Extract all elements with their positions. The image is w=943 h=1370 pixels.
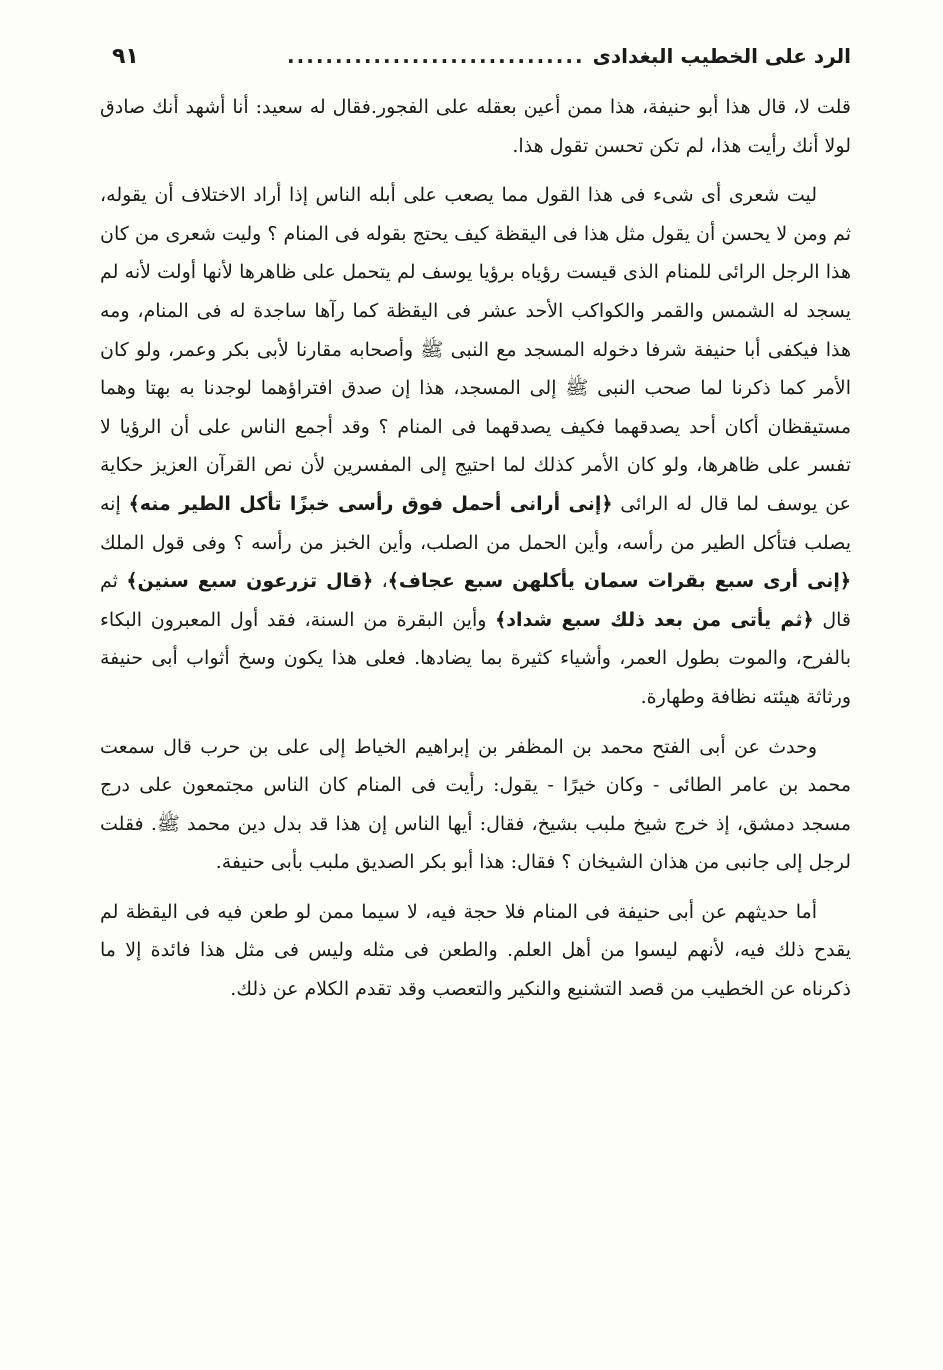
running-header	[112, 36, 851, 76]
paragraph-gap	[100, 165, 851, 176]
quran-quote: ﴿إنى أرانى أحمل فوق رأسى خبزًا تأكل الطير منه﴾	[128, 492, 613, 515]
page-number: ٩١	[112, 43, 139, 69]
text-segment: وحدث عن أبى الفتح محمد بن المظفر بن إبراهيم الخياط إلى على بن حرب قال سمعت محمد بن عامر الطائى - وكان خيرًا - يقول: رأيت فى المنام كان الناس مجتمعون على درج مسجد دمشق، إذ خرج شيخ ملبب بشيخ، فقال: أيها الناس إن هذا قد بدل دين محمد ﷺ. فقلت لرجل إلى جانبى من هذان الشيخان ؟ فقال: هذا أبو بكر الصديق ملبب بأبى حنيفة.	[100, 735, 851, 874]
paragraph-4	[100, 893, 851, 1009]
body-text	[100, 88, 851, 1009]
text-segment: أما حديثهم عن أبى حنيفة فى المنام فلا حجة فيه، لا سيما ممن لو طعن فيه فى اليقظة لم يقدح ذلك فيه، لأنهم ليسوا من أهل العلم. والطعن فى مثله وليس فى مثل هذا فائدة إلا ما ذكرناه عن الخطيب من قصد التشنيع والنكير والتعصب وقد تقدم الكلام عن ذلك.	[100, 900, 851, 1001]
text-segment: ثم قال	[100, 570, 852, 631]
paragraph-2	[100, 176, 851, 716]
quran-quote: ﴿ثم يأتى من بعد ذلك سبع شداد﴾	[495, 608, 814, 631]
leader-dots: ...............................	[287, 44, 585, 68]
running-title: الرد على الخطيب البغدادى	[592, 44, 851, 68]
text-segment: إنه يصلب فتأكل الطير من رأسه، وأين الحمل من الصلب، وأين الخبز من رأسه ؟ وفى قول الملك	[100, 492, 851, 554]
paragraph-gap	[100, 717, 851, 728]
text-segment: ليت شعرى أى شىء فى هذا القول مما يصعب على أبله الناس إذا أراد الاختلاف أن يقوله، ثم ومن لا يحسن أن يقول مثل هذا فى اليقظة كيف يحتج بقوله فى المنام ؟ وليت شعرى من كان هذا الرجل الرائى للمنام الذى قيست رؤياه برؤيا يوسف لم يتحمل على ظاهرها لأنها أولت لأنه لم يسجد له الشمس والقمر والكواكب الأحد عشر فى اليقظة كما رآها ساجدة له فى المنام، ومه هذا فيكفى أبا حنيفة شرفا دخوله المسجد مع النبى ﷺ وأصحابه مقارنا لأبى بكر وعمر، ولو كان الأمر كما ذكرنا لما صحب النبى ﷺ إلى المسجد، هذا إن صدق افتراؤهما لوجدنا به بهتا وهما مستيقظان أكان أحد يصدقهما فكيف يصدقهما فى المنام ؟ وقد أجمع الناس على أن الرؤيا لا تفسر على ظاهرها، ولو كان الأمر كذلك لما احتيج إلى المفسرين لأن نص القرآن العزيز حكاية عن يوسف لما قال له الرائى	[100, 184, 851, 515]
quran-quote: ﴿قال تزرعون سبع سنين﴾	[126, 570, 374, 593]
paragraph-3	[100, 728, 851, 882]
text-segment: قلت لا، قال هذا أبو حنيفة، هذا ممن أعين بعقله على الفجور.فقال له سعيد: أنا أشهد أنك صادق لولا أنك رأيت هذا، لم تكن تحسن تقول هذا.	[100, 96, 851, 157]
text-segment: وأين البقرة من السنة، فقد أول المعبرون البكاء بالفرح، والموت بطول العمر، وأشياء كثيرة بما يضادها. فعلى هذا يكون وسخ أثواب أبى حنيفة ورثاثة هيئته نظافة وطهارة.	[100, 608, 851, 708]
paragraph-1	[100, 88, 851, 165]
paragraph-gap	[100, 882, 851, 893]
text-segment: ،	[373, 570, 388, 593]
quran-quote: ﴿إنى أرى سبع بقرات سمان يأكلهن سبع عجاف﴾	[387, 570, 851, 593]
